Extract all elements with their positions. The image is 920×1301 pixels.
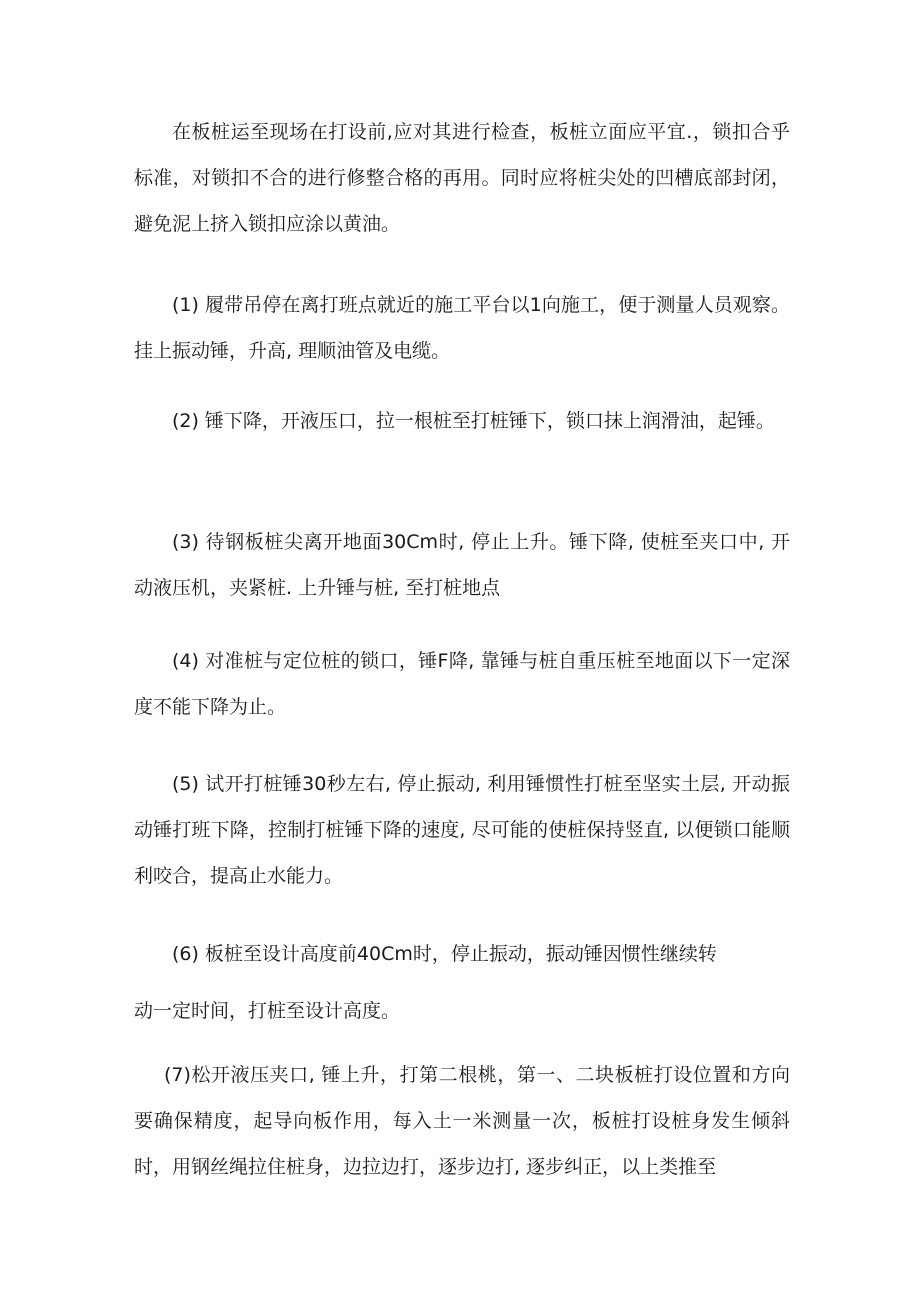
step-number: (6)	[172, 943, 199, 965]
step-2-paragraph	[134, 398, 790, 444]
paragraph-text: 在板桩运至现场在打设前,应对其进行检查，板桩立面应平宜.，锁扣合乎标准，对锁扣不合的进行修整合格的再用。同时应将桩尖处的凹槽底部封闭，避免泥上挤入锁扣应涂以黄油。	[134, 121, 790, 235]
step-4-paragraph	[134, 638, 790, 730]
step-number: (5)	[172, 773, 199, 795]
step-6-continuation	[134, 988, 790, 1034]
paragraph-text: 履带吊停在离打班点就近的施工平台以1向施工，便于测量人员观察。挂上振动锤，升高, 理顺油管及电缆。	[134, 294, 790, 362]
step-number: (3)	[172, 531, 199, 553]
paragraph-text: 板桩至设计高度前40Cm时，停止振动，振动锤因惯性继续转	[204, 943, 717, 965]
paragraph-text: (7)松开液压夹口, 锤上升，打第二根桃，第一、二块板桩打设位置和方向要确保精度，起导向板作用，每入土一米测量一次，板桩打设桩身发生倾斜时，用钢丝绳拉住桩身，边拉边打，逐步边打, 逐步纠正，以上类推至	[134, 1064, 790, 1178]
paragraph-text: 待钢板桩尖离开地面30Cm时, 停止上升。锤下降, 使桩至夹口中, 开动液压机，夹紧桩. 上升锤与桩, 至打桩地点	[134, 531, 790, 599]
step-number: (2)	[172, 410, 199, 432]
step-number: (4)	[172, 650, 199, 672]
paragraph-text: 动一定时间，打桩至设计高度。	[134, 1000, 401, 1022]
step-number: (1)	[172, 294, 199, 316]
intro-paragraph	[134, 109, 790, 247]
paragraph-text: 锤下降，开液压口，拉一根桩至打桩锤下，锁口抹上润滑油，起锤。	[204, 410, 775, 432]
step-3-paragraph	[134, 519, 790, 611]
step-5-paragraph	[134, 761, 790, 899]
step-1-paragraph	[134, 282, 790, 374]
paragraph-text: 对准桩与定位桩的锁口，锤F降, 靠锤与桩自重压桩至地面以下一定深度不能下降为止。	[134, 650, 790, 718]
step-7-paragraph	[134, 1052, 790, 1190]
paragraph-text: 试开打桩锤30秒左右, 停止振动, 利用锤惯性打桩至坚实土层, 开动振动锤打班下降，控制打桩锤下降的速度, 尽可能的使桩保持竖直, 以便锁口能顺利咬合，提高止水能力。	[134, 773, 790, 887]
step-6-paragraph	[134, 931, 790, 977]
